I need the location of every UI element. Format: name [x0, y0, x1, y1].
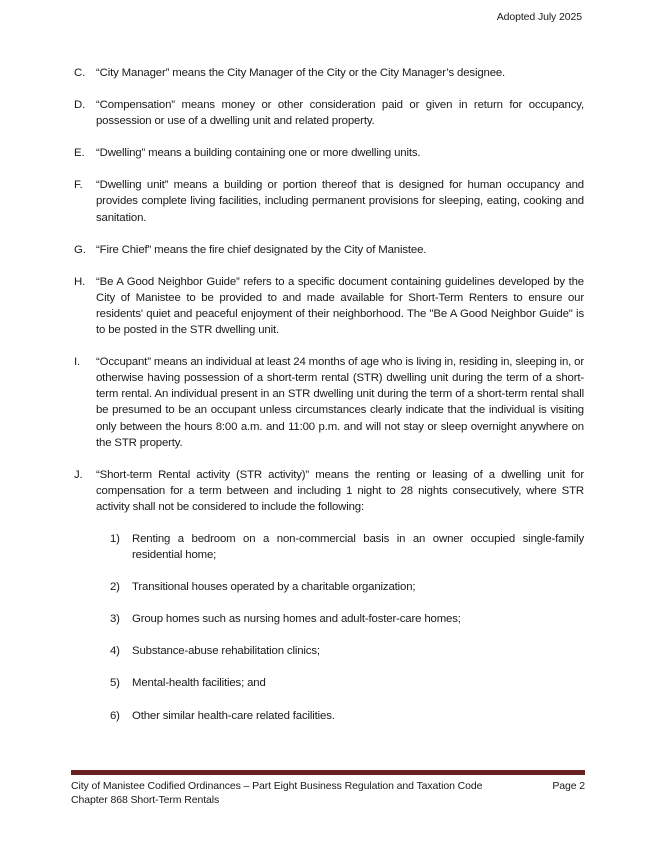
footer-code-title: City of Manistee Codified Ordinances – Part Eight Business Regulation and Taxation Code [71, 780, 483, 792]
definition-text: “Fire Chief” means the fire chief designated by the City of Manistee. [96, 243, 427, 256]
definition-text: “Dwelling” means a building containing one or more dwelling units. [96, 147, 421, 160]
adopted-date: Adopted July 2025 [496, 11, 582, 23]
definition-dwelling-unit [74, 177, 584, 225]
definition-letter: C. [74, 67, 86, 79]
exclusion-item [110, 531, 584, 563]
exclusion-text: Group homes such as nursing homes and adult-foster-care homes; [132, 613, 461, 626]
definition-letter: D. [74, 99, 86, 112]
definition-city-manager [74, 65, 584, 81]
definition-text: “City Manager” means the City Manager of the City or the City Manager’s designee. [96, 67, 506, 79]
exclusion-item [110, 643, 584, 659]
page-footer [71, 779, 585, 807]
definition-str-activity [74, 467, 584, 515]
exclusion-item [110, 579, 584, 595]
footer-divider [71, 770, 585, 775]
exclusion-number: 4) [110, 645, 120, 658]
exclusion-number: 5) [110, 677, 120, 690]
definition-text: “Dwelling unit” means a building or portion thereof that is designed for human occupancy and provides complete living facilities, including permanent provisions for sleeping, eating, cooking and sanitation. [96, 179, 584, 224]
definition-text: “Compensation” means money or other consideration paid or given in return for occupancy, possession or use of a dwelling unit and related property. [96, 99, 584, 128]
exclusion-text: Renting a bedroom on a non-commercial basis in an owner occupied single-family residential home; [132, 532, 584, 562]
exclusion-text: Transitional houses operated by a charitable organization; [132, 581, 416, 594]
exclusion-text: Mental-health facilities; and [132, 677, 266, 690]
exclusion-item [110, 611, 584, 627]
definition-letter: E. [74, 147, 85, 160]
footer-chapter-title: Chapter 868 Short-Term Rentals [71, 794, 220, 806]
definition-compensation [74, 97, 584, 129]
exclusion-number: 6) [110, 709, 120, 722]
exclusion-number: 2) [110, 581, 120, 594]
definition-letter: I. [74, 356, 81, 369]
exclusion-item [110, 708, 584, 724]
str-exclusions-list [110, 531, 584, 724]
definition-letter: H. [74, 275, 86, 288]
exclusion-item [110, 675, 584, 691]
exclusion-number: 1) [110, 532, 120, 545]
definition-good-neighbor-guide [74, 274, 584, 338]
definition-text: “Occupant” means an individual at least 24 months of age who is living in, residing in, sleeping in, or otherwise having possession of a short-term rental (STR) dwelling unit during the term of a short-term rental. An individual present in an STR dwelling unit during the term of a short-term rental shall be presumed to be an occupant unless circumstances clearly indicate that the individual is visiting only between the hours 8:00 a.m. and 11:00 p.m. and will not stay or sleep overnight anywhere on the STR property. [96, 356, 584, 449]
definition-fire-chief [74, 242, 584, 258]
definition-letter: G. [74, 243, 86, 256]
page-number: Page 2 [552, 780, 585, 792]
definition-text: “Be A Good Neighbor Guide” refers to a specific document containing guidelines developed by the City of Manistee to be provided to and made available for Short-Term Renters to ensure our residents' quiet and peaceful enjoyment of their neighborhood. The "Be A Good Neighbor Guide" is to be posted in the STR dwelling unit. [96, 275, 584, 337]
exclusion-number: 3) [110, 613, 120, 626]
definition-letter: J. [74, 468, 83, 481]
definition-occupant [74, 354, 584, 451]
exclusion-text: Other similar health-care related facilities. [132, 709, 335, 722]
exclusion-text: Substance-abuse rehabilitation clinics; [132, 645, 320, 658]
definition-text: “Short-term Rental activity (STR activity)” means the renting or leasing of a dwelling unit for compensation for a term between and including 1 night to 28 nights consecutively, where STR activity shall not be considered to include the following: [96, 468, 584, 513]
definition-letter: F. [74, 179, 83, 192]
definition-dwelling [74, 145, 584, 161]
definitions-section [74, 65, 584, 740]
